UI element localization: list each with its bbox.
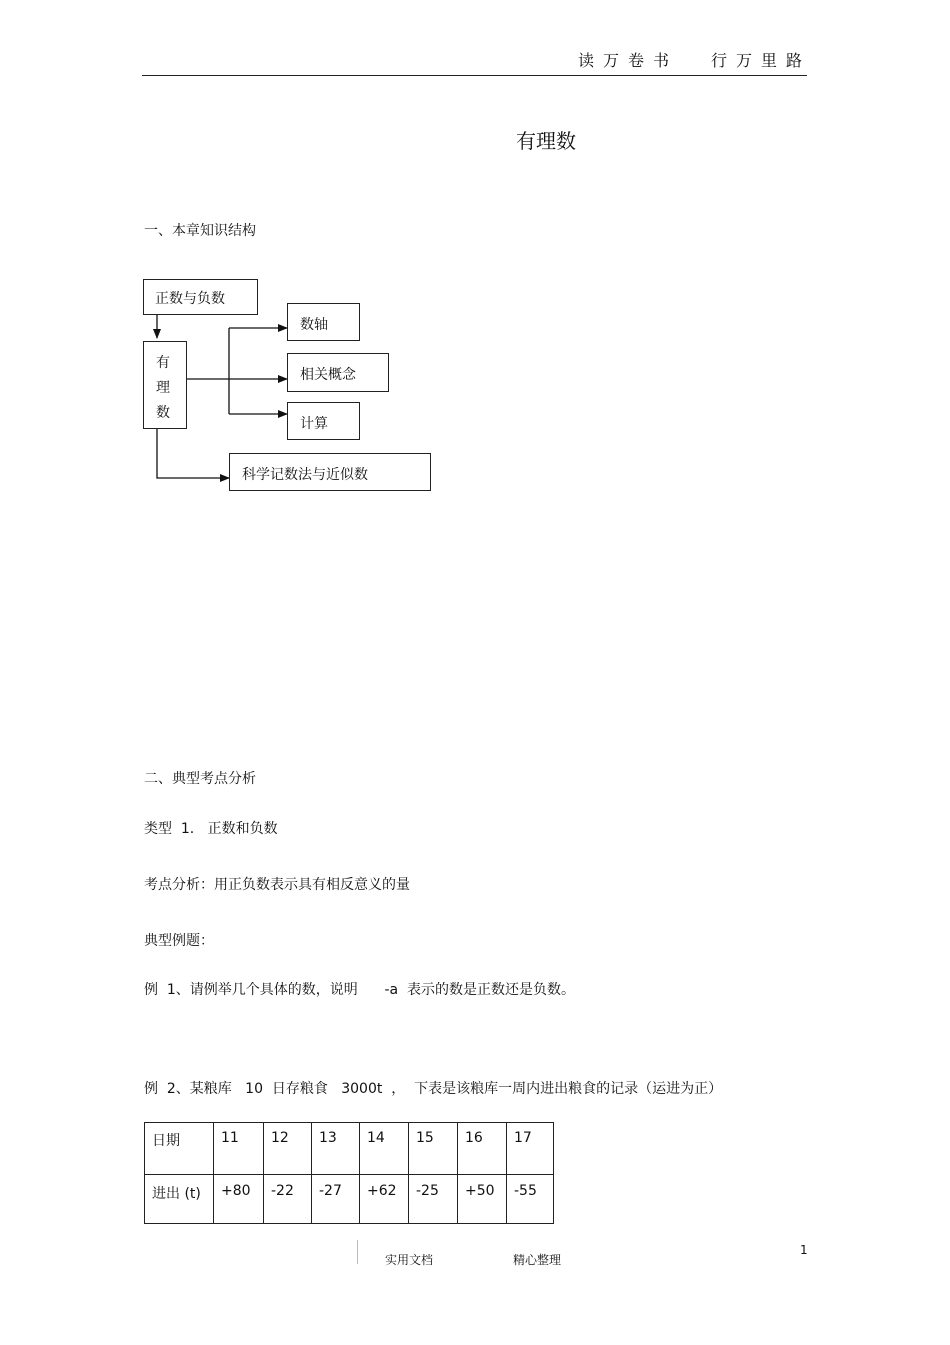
diagram-box-rational-char3: 数	[156, 405, 170, 421]
diagram-box-positive-negative	[143, 279, 258, 315]
footer-right-text: 精心整理	[513, 1253, 562, 1267]
table-cell: 14	[360, 1123, 409, 1175]
table-cell: +62	[360, 1175, 409, 1224]
diagram-box-rational	[143, 341, 187, 429]
example-2: 例 2、某粮库 10 日存粮食 3000t ， 下表是该粮库一周内进出粮食的记录（运进为正）	[144, 1081, 723, 1097]
diagram-box-sci-notation	[229, 453, 431, 491]
diagram-box-concepts-label: 相关概念	[300, 367, 356, 383]
table-cell: +50	[458, 1175, 507, 1224]
examples-heading: 典型例题：	[144, 933, 214, 949]
page-number: 1	[800, 1243, 808, 1257]
header-left-motto: 读万卷书	[578, 51, 679, 70]
table-cell: 12	[264, 1123, 312, 1175]
type1-heading: 类型 1. 正数和负数	[144, 821, 278, 837]
grain-record-table	[144, 1122, 554, 1224]
diagram-box-number-line	[287, 303, 360, 341]
footer-divider	[357, 1240, 358, 1264]
table-cell: -55	[507, 1175, 554, 1224]
section2-heading: 二、典型考点分析	[144, 771, 256, 787]
diagram-box-rational-char2: 理	[156, 380, 170, 396]
table-cell: -27	[312, 1175, 360, 1224]
diagram-box-number-line-label: 数轴	[300, 317, 328, 333]
table-cell: 11	[214, 1123, 264, 1175]
page-title: 有理数	[516, 129, 576, 153]
table-cell: 13	[312, 1123, 360, 1175]
table-cell: 17	[507, 1123, 554, 1175]
header-right-motto: 行万里路	[711, 51, 812, 70]
section1-heading: 一、本章知识结构	[144, 223, 256, 239]
diagram-box-calculation-label: 计算	[300, 416, 328, 432]
table-row	[145, 1175, 554, 1224]
table-row	[145, 1123, 554, 1175]
diagram-box-concepts	[287, 353, 389, 392]
diagram-box-sci-notation-label: 科学记数法与近似数	[242, 467, 368, 483]
arrow-center-to-sci-notation	[157, 428, 229, 478]
diagram-box-positive-negative-label: 正数与负数	[155, 291, 225, 307]
footer-left-text: 实用文档	[385, 1253, 434, 1267]
diagram-box-rational-char1: 有	[156, 355, 170, 371]
diagram-box-calculation	[287, 402, 360, 440]
table-cell: -22	[264, 1175, 312, 1224]
table-cell: -25	[409, 1175, 458, 1224]
table-cell: 进出 (t)	[145, 1175, 214, 1224]
table-cell: +80	[214, 1175, 264, 1224]
table-cell: 16	[458, 1123, 507, 1175]
table-cell: 日期	[145, 1123, 214, 1175]
example-1: 例 1、请例举几个具体的数，说明 -a 表示的数是正数还是负数。	[144, 982, 576, 998]
analysis-text: 考点分析：用正负数表示具有相反意义的量	[144, 877, 410, 893]
table-cell: 15	[409, 1123, 458, 1175]
